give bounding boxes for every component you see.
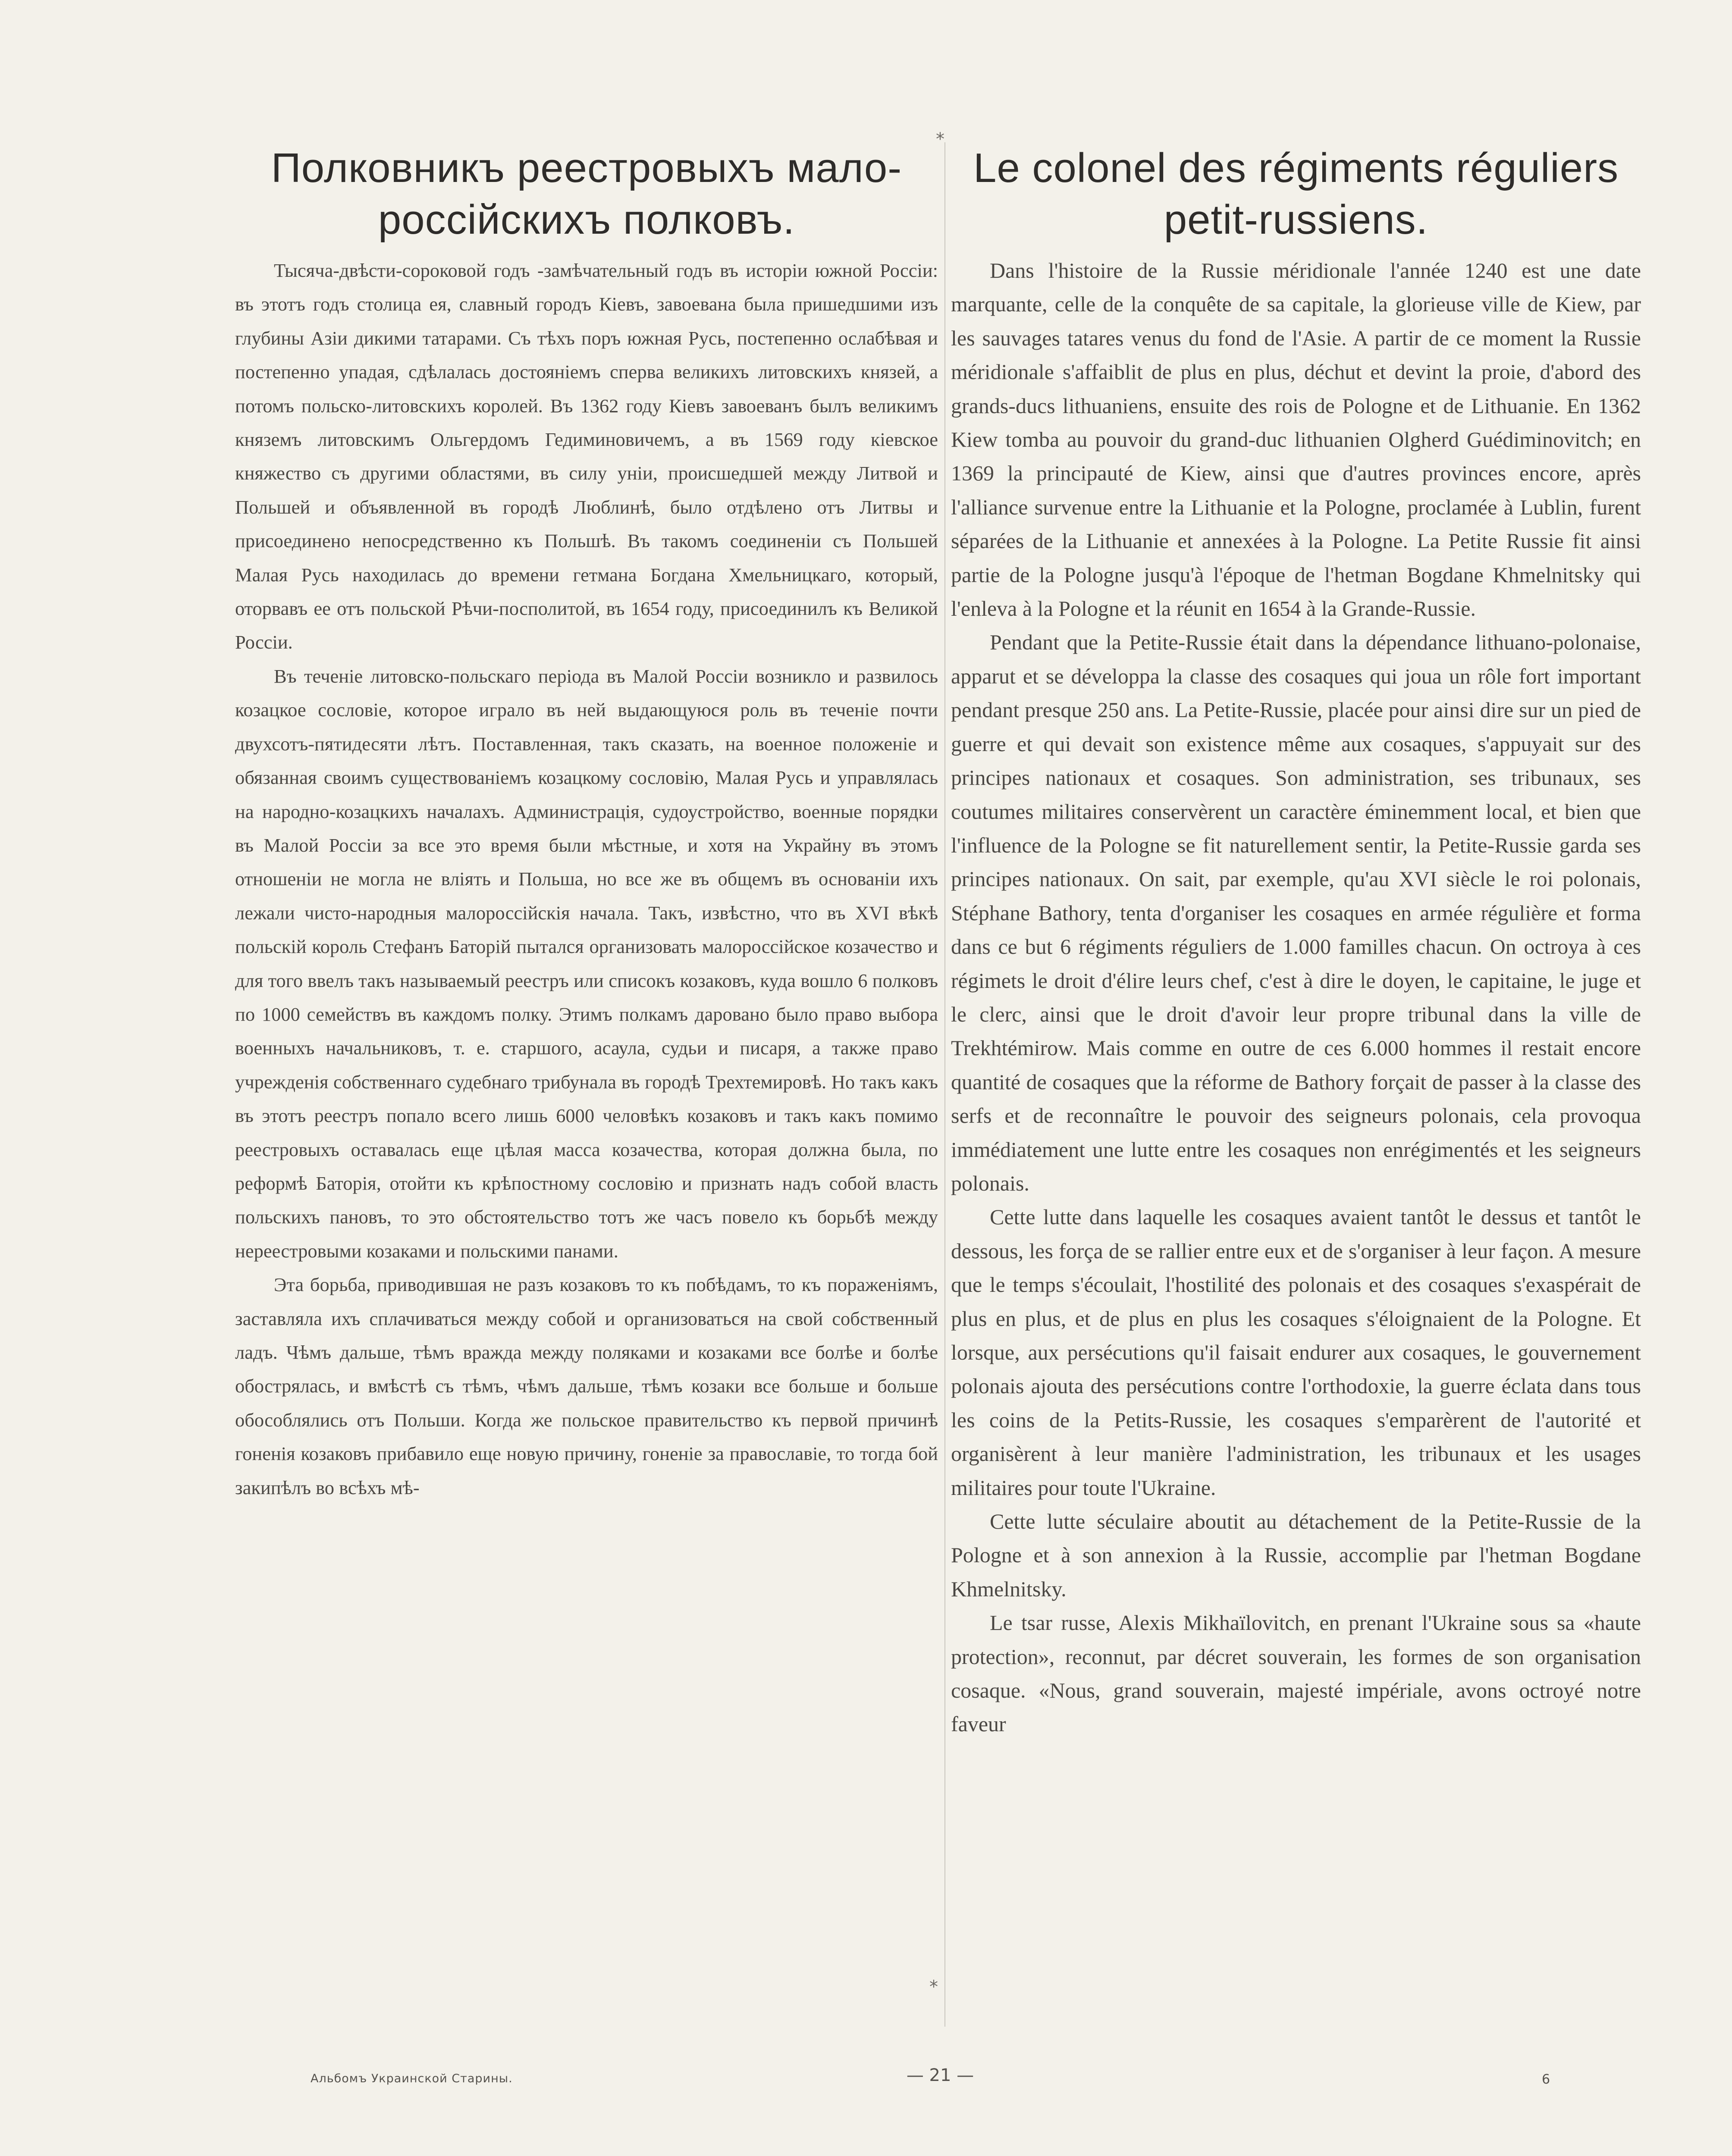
column-end-mark-icon: * (929, 1977, 938, 1997)
column-divider (944, 142, 945, 2027)
page-number: — 21 — (906, 2065, 974, 2085)
russian-paragraph: Въ теченіе литовско-польскаго періода въ Малой Россіи возникло и развилось козацкое сословіе, которое играло въ ней выдающуюся роль въ теченіе почти двухсотъ-пятидесяти лѣтъ. Поставленная, такъ сказать, на военное положеніе и обязанная своимъ существованіемъ козацкому сословію, Малая Русь и управлялась на народно-козацкихъ началахъ. Администрація, судоустройство, военные порядки въ Малой Россіи за все это время были мѣстные, и хотя на Украйну въ этомъ отношеніи не могла не вліять и Польша, но все же въ общемъ въ основаніи ихъ лежали чисто-народныя малороссійскія начала. Такъ, извѣстно, что въ XVI вѣкѣ польскій король Стефанъ Баторій пытался организовать малороссійское козачество и для того ввелъ такъ называемый реестръ или списокъ козаковъ, куда вошло 6 полковъ по 1000 семействъ въ каждомъ полку. Этимъ полкамъ даровано было право выбора военныхъ начальниковъ, т. е. старшого, асаула, судьи и писаря, а также право учрежденія собственнаго судебнаго трибунала въ городѣ Трехтемировѣ. Но такъ какъ въ этотъ реестръ попало всего лишь 6000 человѣкъ козаковъ и такъ какъ помимо реестровыхъ оставалась еще цѣлая масса козачества, которая должна была, по реформѣ Баторія, отойти къ крѣпостному сословію и признать надъ собой власть польскихъ пановъ, то это обстоятельство тотъ же часъ повело къ борьбѣ между нереестровыми козаками и польскими панами. (235, 665, 938, 1262)
russian-title: Полковникъ реестровыхъ мало-россійскихъ полковъ. (271, 145, 902, 243)
french-column (951, 142, 1641, 1741)
french-title: Le colonel des régiments réguliers petit-russiens. (973, 145, 1619, 243)
russian-text (235, 254, 938, 1504)
signature-mark: 6 (1542, 2072, 1550, 2087)
russian-column (235, 142, 938, 1504)
russian-paragraph: Эта борьба, приводившая не разъ козаковъ то къ побѣдамъ, то къ пораженіямъ, заставляла ихъ сплачиваться между собой и организоваться на свой собственный ладъ. Чѣмъ дальше, тѣмъ вражда между поляками и козаками все болѣе и болѣе обострялась, и вмѣстѣ съ тѣмъ, чѣмъ дальше, тѣмъ козаки все больше и больше обособлялись отъ Польши. Когда же польское правительство къ первой причинѣ гоненія козаковъ прибавило еще новую причину, гоненіе за православіе, то тогда бой закипѣлъ во всѣхъ мѣ- (235, 1274, 938, 1498)
russian-paragraph: Тысяча-двѣсти-сороковой годъ -замѣчательный годъ въ исторіи южной Россіи: въ этотъ годъ столица ея, славный городъ Кіевъ, завоевана была пришедшими изъ глубины Азіи дикими татарами. Съ тѣхъ поръ южная Русь, постепенно ослабѣвая и постепенно упадая, сдѣлалась достояніемъ сперва великихъ литовскихъ князей, а потомъ польско-литовскихъ королей. Въ 1362 году Кіевъ завоеванъ былъ великимъ княземъ литовскимъ Ольгердомъ Гедиминовичемъ, а въ 1569 году кіевское княжество съ другими областями, въ силу уніи, происшедшей между Литвой и Польшей и объявленной въ городѣ Люблинѣ, было отдѣлено отъ Литвы и присоединено непосредственно къ Польшѣ. Въ такомъ соединеніи съ Польшей Малая Русь находилась до времени гетмана Богдана Хмельницкаго, который, оторвавъ ее отъ польской Рѣчи-посполитой, въ 1654 году, присоединилъ къ Великой Россіи. (235, 260, 938, 653)
french-text (951, 254, 1641, 1741)
french-paragraph: Dans l'histoire de la Russie méridionale l'année 1240 est une date marquante, celle de la conquête de sa capitale, la glorieuse ville de Kiew, par les sauvages tatares venus du fond de l'Asie. A partir de ce moment la Russie méridionale s'affaiblit de plus en plus, déchut et devint la proie, d'abord des grands-ducs lithuaniens, ensuite des rois de Pologne et de Lithuanie. En 1362 Kiew tomba au pouvoir du grand-duc lithuanien Olgherd Guédiminovitch; en 1369 la principauté de Kiew, ainsi que d'autres provinces encore, après l'alliance survenue entre la Lithuanie et la Pologne, proclamée à Lublin, furent séparées de la Lithuanie et annexées à la Pologne. La Petite Russie fit ainsi partie de la Pologne jusqu'à l'époque de l'hetman Bogdane Khmelnitsky qui l'enleva à la Pologne et la réunit en 1654 à la Grande-Russie. (951, 258, 1641, 621)
french-paragraph: Le tsar russe, Alexis Mikhaïlovitch, en prenant l'Ukraine sous sa «haute protection», reconnut, par décret souverain, les formes de son organisation cosaque. «Nous, grand souverain, majesté impériale, avons octroyé notre faveur (951, 1611, 1641, 1736)
french-paragraph: Cette lutte séculaire aboutit au détachement de la Petite-Russie de la Pologne et à son annexion à la Russie, accomplie par l'hetman Bogdane Khmelnitsky. (951, 1509, 1641, 1601)
french-paragraph: Pendant que la Petite-Russie était dans la dépendance lithuano-polonaise, apparut et se développa la classe des cosaques qui joua un rôle fort important pendant presque 250 ans. La Petite-Russie, placée pour ainsi dire sur un pied de guerre et qui devait son existence même aux cosaques, s'appuyait sur des principes nationaux et cosaques. Son administration, ses tribunaux, ses coutumes militaires conservèrent un caractère éminemment local, et bien que l'influence de la Pologne se fit naturellement sentir, la Petite-Russie garda ses principes nationaux. On sait, par exemple, qu'au XVI siècle le roi polonais, Stéphane Bathory, tenta d'organiser les cosaques en armée régulière et forma dans ce but 6 régiments réguliers de 1.000 familles chacun. On octroya à ces régimets le droit d'élire leurs chef, c'est à dire le doyen, le capitaine, le juge et le clerc, ainsi que le droit d'avoir leur propre tribunal dans la ville de Trekhtémirow. Mais comme en outre de ces 6.000 hommes il restait encore quantité de cosaques que la réforme de Bathory forçait de passer à la classe des serfs et de reconnaître le pouvoir des seigneurs polonais, cela provoqua immédiatement une lutte entre les cosaques non enrégimentés et les seigneurs polonais. (951, 630, 1641, 1195)
french-paragraph: Cette lutte dans laquelle les cosaques avaient tantôt le dessus et tantôt le dessous, les força de se rallier entre eux et de s'organiser à leur façon. A mesure que le temps s'écoulait, l'hostilité des polonais et des cosaques s'exaspérait de plus en plus, et de plus en plus les cosaques s'éloignaient de la Pologne. Et lorsque, aux persécutions qu'il faisait endurer aux cosaques, le gouvernement polonais ajouta des persécutions contre l'orthodoxie, la guerre éclata dans tous les coins de la Petits-Russie, les cosaques s'emparèrent de l'autorité et organisèrent à leur manière l'administration, les tribunaux et les usages militaires pour toute l'Ukraine. (951, 1205, 1641, 1500)
asterisk-mark-icon: * (936, 129, 944, 149)
album-title-footer: Альбомъ Украинской Старины. (311, 2072, 513, 2085)
